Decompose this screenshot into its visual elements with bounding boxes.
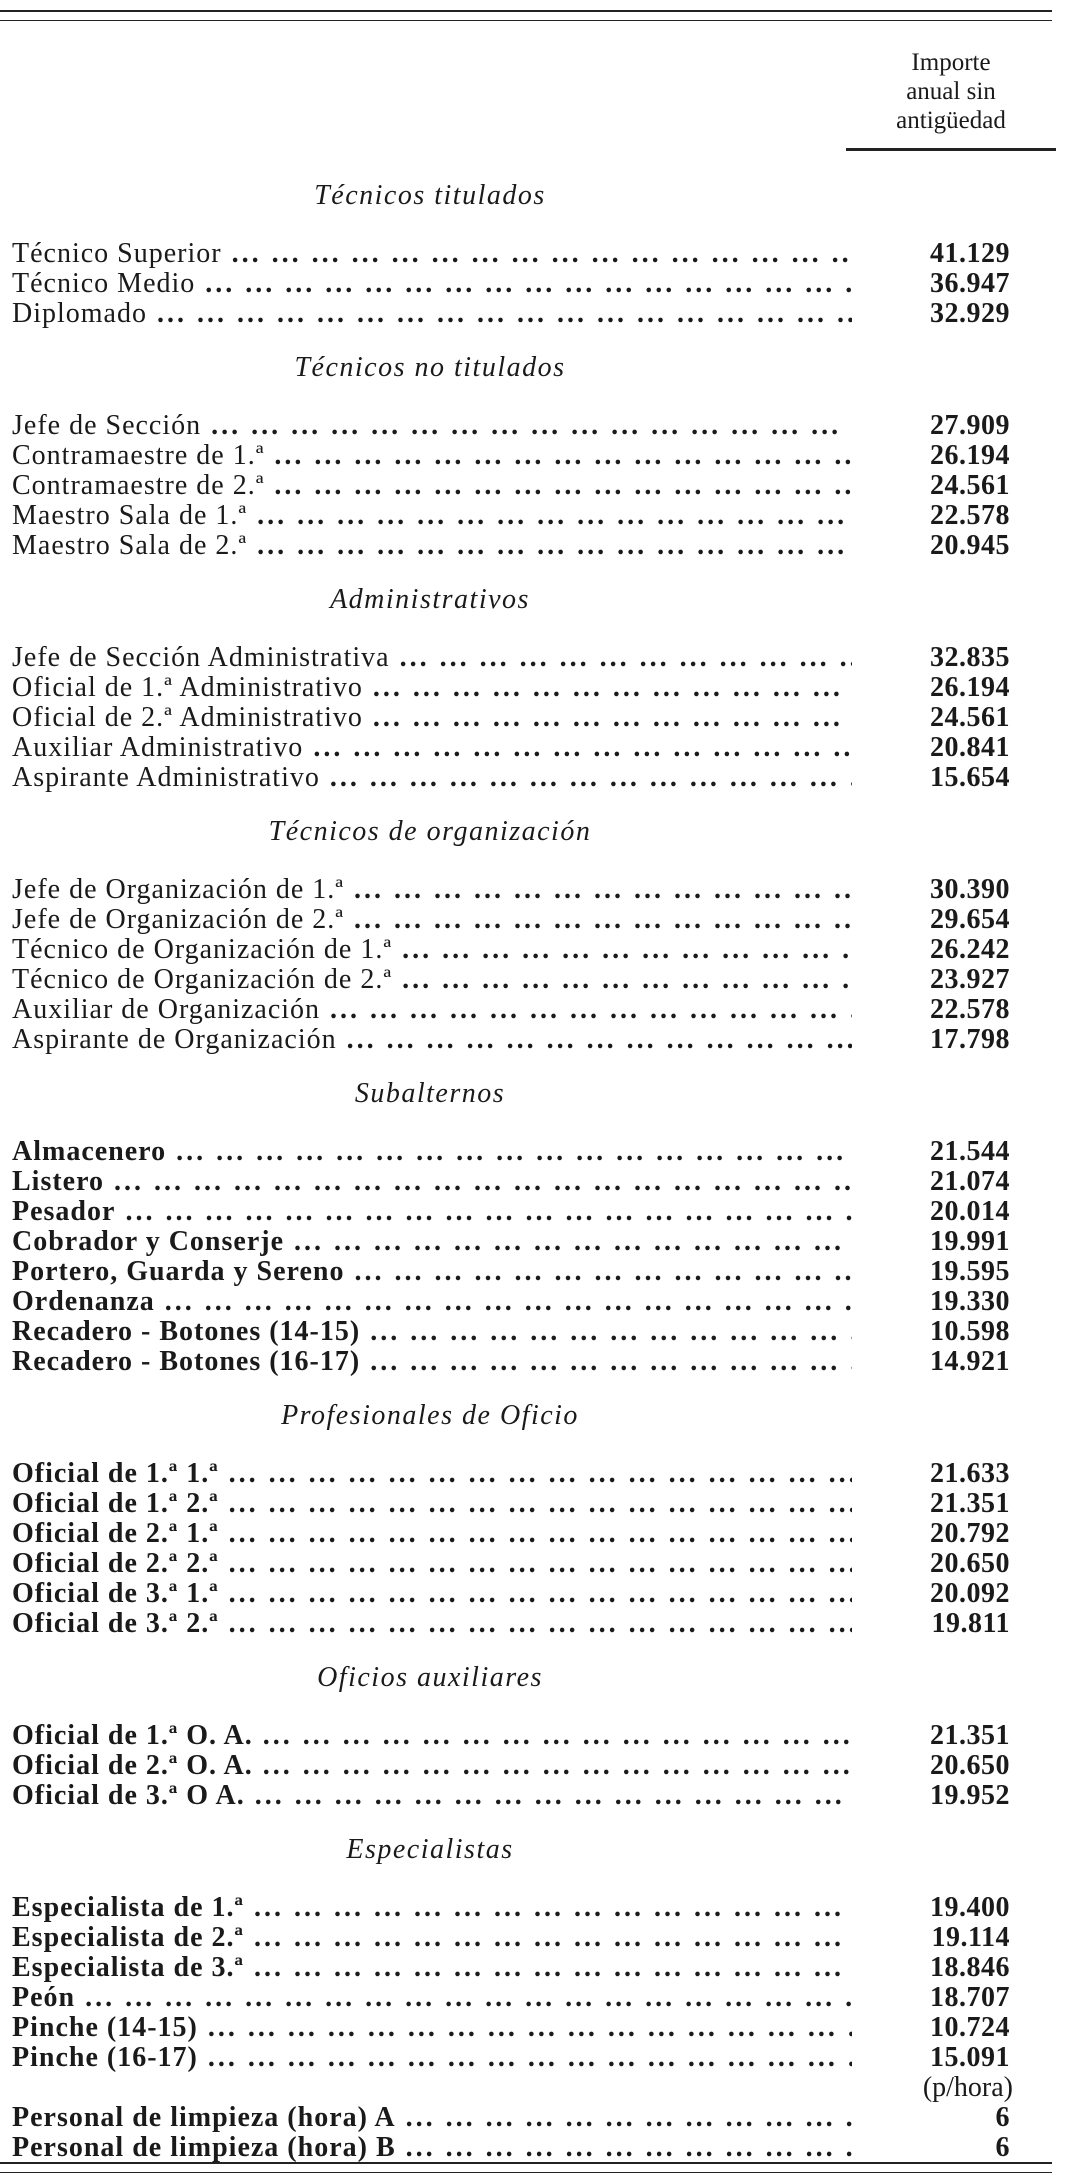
row-label: Pesador ... . [12,1197,852,1227]
row-value: 19.114 [931,1922,1010,1953]
row-label: Especialista de 3.ª ... . [12,1953,852,1983]
bottom-rule-secondary [0,2172,1052,2173]
group-title: Subalternos [354,1078,506,1109]
row-value: 20.841 [930,732,1010,763]
table-row [0,1025,1060,1055]
table-row [0,1257,1060,1287]
group-administrativos [0,580,1060,793]
row-value: 23.927 [930,964,1010,995]
column-header-line1: Importe [911,49,991,76]
group-title: Técnicos no titulados [294,352,566,383]
row-value: 21.351 [930,1720,1010,1751]
table-row [0,2013,1060,2043]
table-row [0,501,1060,531]
row-value: 24.561 [930,702,1010,733]
row-value: 15.654 [930,762,1010,793]
row-value: 15.091 [930,2042,1010,2073]
table-row [0,1317,1060,1347]
row-label: Pinche (14-15) ... . [12,2013,852,2043]
table-row [0,1781,1060,1811]
row-value: 21.544 [930,1136,1010,1167]
row-value: 17.798 [930,1024,1010,1055]
group-title: Técnicos de organización [268,816,592,847]
row-label: Técnico Superior ... . [12,239,852,269]
group-especialistas [0,1830,1060,2163]
table-row [0,2043,1060,2073]
row-label: Personal de limpieza (hora) B ... . [12,2133,852,2163]
row-label: Técnico de Organización de 2.ª ... . [12,965,852,995]
table-row [0,1751,1060,1781]
row-value: 19.991 [930,1226,1010,1257]
table-row [0,703,1060,733]
table-row [0,965,1060,995]
group-title: Técnicos titulados [314,180,546,211]
column-header [846,48,1056,135]
row-value: 27.909 [930,410,1010,441]
group-title: Profesionales de Oficio [281,1400,579,1431]
row-label: Portero, Guarda y Sereno ... . [12,1257,852,1287]
table-row [0,2133,1060,2163]
row-label: Peón ... . [12,1983,852,2013]
row-value: 20.792 [930,1518,1010,1549]
row-label: Listero ... . [12,1167,852,1197]
row-label: Especialista de 2.ª ... . [12,1923,852,1953]
row-value: 22.578 [930,994,1010,1025]
row-value: 32.835 [930,642,1010,673]
table-row [0,1953,1060,1983]
table-row [0,1579,1060,1609]
row-value: 19.400 [930,1892,1010,1923]
row-value: 21.633 [930,1458,1010,1489]
row-value: 36.947 [930,268,1010,299]
table-row [0,239,1060,269]
table-row [0,1983,1060,2013]
row-label: Aspirante de Organización ... . [12,1025,852,1055]
table-row [0,1721,1060,1751]
row-label: Recadero - Botones (16-17) ... . [12,1347,852,1377]
row-label: Oficial de 3.ª 2.ª ... . [12,1609,852,1639]
table-row [0,441,1060,471]
unit-row [0,2073,1060,2103]
row-value: 29.654 [930,904,1010,935]
group-title: Oficios auxiliares [317,1662,543,1693]
row-label: Oficial de 1.ª 1.ª ... . [12,1459,852,1489]
row-value: 14.921 [930,1346,1010,1377]
row-value: 10.724 [930,2012,1010,2043]
table-row [0,1549,1060,1579]
row-value: 18.846 [930,1952,1010,1983]
table-row [0,471,1060,501]
row-value: 20.014 [930,1196,1010,1227]
table-row [0,411,1060,441]
group-title: Administrativos [330,584,530,615]
row-value: 20.650 [930,1548,1010,1579]
table-row [0,673,1060,703]
top-rule [0,10,1052,12]
table-row [0,1287,1060,1317]
row-label: Cobrador y Conserje ... . [12,1227,852,1257]
row-label: Auxiliar de Organización ... . [12,995,852,1025]
row-label: Oficial de 2.ª O. A. ... . [12,1751,852,1781]
row-label: Auxiliar Administrativo ... . [12,733,852,763]
row-value: 21.074 [930,1166,1010,1197]
top-rule-secondary [0,20,1052,21]
row-label: Aspirante Administrativo ... . [12,763,852,793]
row-label: Oficial de 1.ª O. A. ... . [12,1721,852,1751]
row-value: 32.929 [930,298,1010,329]
group-profesionales-oficio [0,1396,1060,1639]
row-value: 22.578 [930,500,1010,531]
row-label: Diplomado ... . [12,299,852,329]
row-value: 6 [995,2132,1010,2163]
table-row [0,1519,1060,1549]
row-label: Oficial de 1.ª Administrativo ... . [12,673,852,703]
row-label: Oficial de 2.ª 2.ª ... . [12,1549,852,1579]
table-row [0,1893,1060,1923]
row-label: Oficial de 2.ª 1.ª ... . [12,1519,852,1549]
row-label: Técnico Medio ... . [12,269,852,299]
row-value: 26.194 [930,440,1010,471]
row-value: 19.811 [931,1608,1010,1639]
bottom-rule [0,2162,1052,2164]
table-row [0,643,1060,673]
table-row [0,1167,1060,1197]
row-label: Almacenero ... . [12,1137,852,1167]
group-title: Especialistas [346,1834,514,1865]
row-value: 6 [995,2102,1010,2133]
row-value: 19.330 [930,1286,1010,1317]
table-row [0,1347,1060,1377]
row-label: Contramaestre de 1.ª ... . [12,441,852,471]
table-row [0,531,1060,561]
row-label: Jefe de Organización de 2.ª ... . [12,905,852,935]
table-row [0,995,1060,1025]
row-value: 18.707 [930,1982,1010,2013]
group-tecnicos-no-titulados [0,348,1060,561]
table-row [0,1137,1060,1167]
row-value: 41.129 [930,238,1010,269]
row-value: 20.945 [930,530,1010,561]
row-value: 21.351 [930,1488,1010,1519]
row-label: Oficial de 2.ª Administrativo ... . [12,703,852,733]
column-header-line3: antigüedad [896,107,1006,134]
group-tecnicos-titulados [0,176,1060,329]
group-subalternos [0,1074,1060,1377]
row-label: Personal de limpieza (hora) A ... . [12,2103,852,2133]
column-header-rule [846,148,1056,151]
row-value: 10.598 [930,1316,1010,1347]
table-row [0,1609,1060,1639]
row-label: Ordenanza ... . [12,1287,852,1317]
row-value: 20.092 [930,1578,1010,1609]
row-value: 30.390 [930,874,1010,905]
table-row [0,733,1060,763]
row-label: Jefe de Sección ... . [12,411,852,441]
table-row [0,1489,1060,1519]
row-label: Especialista de 1.ª ... . [12,1893,852,1923]
table-row [0,299,1060,329]
row-label: Jefe de Sección Administrativa ... . [12,643,852,673]
row-value: 19.952 [930,1780,1010,1811]
column-header-line2: anual sin [906,78,996,105]
row-value: 24.561 [930,470,1010,501]
row-value: 19.595 [930,1256,1010,1287]
table-row [0,905,1060,935]
table-row [0,1923,1060,1953]
row-label: Oficial de 3.ª O A. ... . [12,1781,852,1811]
row-label: Pinche (16-17) ... . [12,2043,852,2073]
table-row [0,1459,1060,1489]
row-label: Maestro Sala de 1.ª ... . [12,501,852,531]
row-label: Oficial de 3.ª 1.ª ... . [12,1579,852,1609]
row-label: Técnico de Organización de 1.ª ... . [12,935,852,965]
table-row [0,1197,1060,1227]
row-label: Jefe de Organización de 1.ª ... . [12,875,852,905]
row-label: Recadero - Botones (14-15) ... . [12,1317,852,1347]
row-value: 26.194 [930,672,1010,703]
row-label: Maestro Sala de 2.ª ... . [12,531,852,561]
row-value: 26.242 [930,934,1010,965]
unit-label: (p/hora) [922,2072,1013,2103]
group-oficios-auxiliares [0,1658,1060,1811]
table-row [0,763,1060,793]
group-tecnicos-organizacion [0,812,1060,1055]
table-row [0,875,1060,905]
row-value: 20.650 [930,1750,1010,1781]
table-row [0,2103,1060,2133]
row-label: Contramaestre de 2.ª ... . [12,471,852,501]
table-row [0,935,1060,965]
table-row [0,269,1060,299]
table-row [0,1227,1060,1257]
row-label: Oficial de 1.ª 2.ª ... . [12,1489,852,1519]
